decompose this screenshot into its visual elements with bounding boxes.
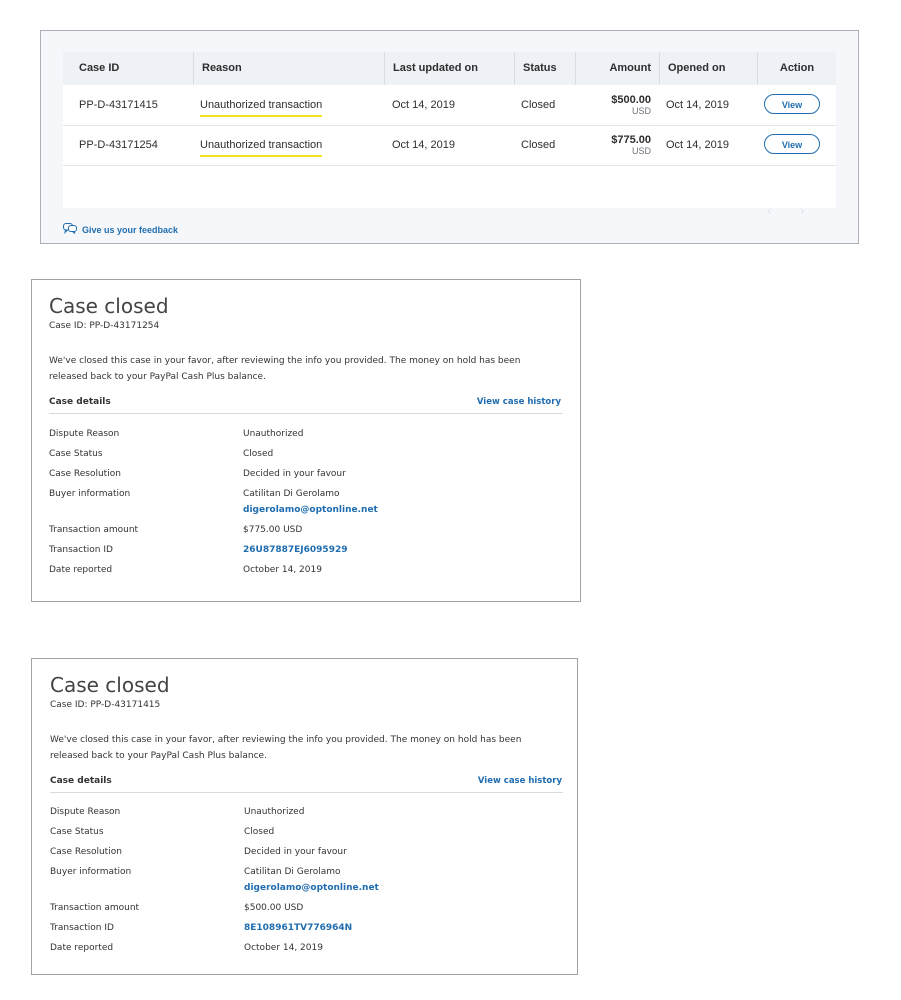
transaction-id-label: Transaction ID <box>49 545 113 555</box>
status-cell: Closed <box>521 139 556 151</box>
view-case-history-link[interactable]: View case history <box>476 397 561 407</box>
dispute-reason-label: Dispute Reason <box>50 807 121 817</box>
reason-text: Unauthorized transaction <box>200 139 322 157</box>
amount-cell <box>575 85 651 125</box>
dispute-reason-value: Unauthorized <box>243 429 304 439</box>
header-opened-on: Opened on <box>659 52 757 85</box>
case-message: We've closed this case in your favor, after reviewing the info you provided. The money on hold has been released back to your PayPal Cash Plus balance. <box>49 356 521 382</box>
transaction-amount-label: Transaction amount <box>50 903 140 913</box>
case-resolution-label: Case Resolution <box>50 847 122 857</box>
case-id-cell: PP-D-43171254 <box>79 139 158 151</box>
case-id-cell: PP-D-43171415 <box>79 99 158 111</box>
view-case-button[interactable]: View <box>764 94 820 114</box>
table-row <box>63 85 836 126</box>
pager-prev-button[interactable]: ‹ <box>767 202 772 218</box>
status-cell: Closed <box>521 99 556 111</box>
dispute-reason-label: Dispute Reason <box>49 429 120 439</box>
date-reported-label: Date reported <box>50 943 114 953</box>
case-status-value: Closed <box>243 449 274 459</box>
opened-on-cell: Oct 14, 2019 <box>666 139 729 151</box>
case-resolution-label: Case Resolution <box>49 469 121 479</box>
case-resolution-value: Decided in your favour <box>244 847 347 857</box>
table-row <box>63 125 836 166</box>
buyer-email-link[interactable]: digerolamo@optonline.net <box>243 505 378 515</box>
case-card <box>31 658 578 975</box>
case-resolution-value: Decided in your favour <box>243 469 346 479</box>
case-id-label: Case ID: PP-D-43171254 <box>49 321 160 331</box>
case-status-label: Case Status <box>49 449 103 459</box>
buyer-info-label: Buyer information <box>49 489 131 499</box>
dispute-reason-value: Unauthorized <box>244 807 305 817</box>
header-last-updated: Last updated on <box>384 52 514 85</box>
case-details-heading: Case details <box>49 397 111 407</box>
chat-bubble-icon <box>63 223 77 234</box>
cases-panel <box>40 30 859 244</box>
cases-table <box>63 52 836 218</box>
date-reported-value: October 14, 2019 <box>243 565 322 575</box>
amount-currency: USD <box>631 106 651 116</box>
amount-currency: USD <box>631 146 651 156</box>
case-title: Case closed <box>50 673 170 697</box>
header-action: Action <box>757 52 836 85</box>
case-card <box>31 279 581 602</box>
amount-value: $775.00 <box>611 134 651 146</box>
transaction-id-link[interactable]: 26U87887EJ6095929 <box>243 545 348 555</box>
reason-text: Unauthorized transaction <box>200 99 322 117</box>
transaction-id-link[interactable]: 8E108961TV776964N <box>244 923 353 933</box>
last-updated-cell: Oct 14, 2019 <box>392 139 455 151</box>
pager-next-button[interactable]: › <box>800 202 805 218</box>
reason-cell <box>200 125 322 165</box>
view-case-button[interactable]: View <box>764 134 820 154</box>
last-updated-cell: Oct 14, 2019 <box>392 99 455 111</box>
buyer-name: Catilitan Di Gerolamo <box>243 489 340 499</box>
case-status-label: Case Status <box>50 827 104 837</box>
opened-on-cell: Oct 14, 2019 <box>666 99 729 111</box>
feedback-label: Give us your feedback <box>82 225 179 235</box>
date-reported-label: Date reported <box>49 565 113 575</box>
buyer-name: Catilitan Di Gerolamo <box>244 867 341 877</box>
case-status-value: Closed <box>244 827 275 837</box>
divider <box>49 413 563 414</box>
case-id-label: Case ID: PP-D-43171415 <box>50 700 161 710</box>
transaction-amount-label: Transaction amount <box>49 525 139 535</box>
transaction-id-label: Transaction ID <box>50 923 114 933</box>
divider <box>50 792 563 793</box>
transaction-amount-value: $775.00 USD <box>243 525 303 535</box>
amount-value: $500.00 <box>611 94 651 106</box>
case-details-heading: Case details <box>50 776 112 786</box>
buyer-email-link[interactable]: digerolamo@optonline.net <box>244 883 379 893</box>
transaction-amount-value: $500.00 USD <box>244 903 304 913</box>
view-case-history-link[interactable]: View case history <box>477 776 562 786</box>
buyer-info-label: Buyer information <box>50 867 132 877</box>
header-status: Status <box>514 52 575 85</box>
amount-cell <box>575 125 651 165</box>
date-reported-value: October 14, 2019 <box>244 943 323 953</box>
header-case-id: Case ID <box>79 62 120 74</box>
reason-cell <box>200 85 322 125</box>
case-message: We've closed this case in your favor, after reviewing the info you provided. The money on hold has been released back to your PayPal Cash Plus balance. <box>50 735 522 761</box>
header-reason: Reason <box>193 52 384 85</box>
table-header <box>63 52 836 85</box>
case-title: Case closed <box>49 294 169 318</box>
header-amount: Amount <box>575 52 659 85</box>
